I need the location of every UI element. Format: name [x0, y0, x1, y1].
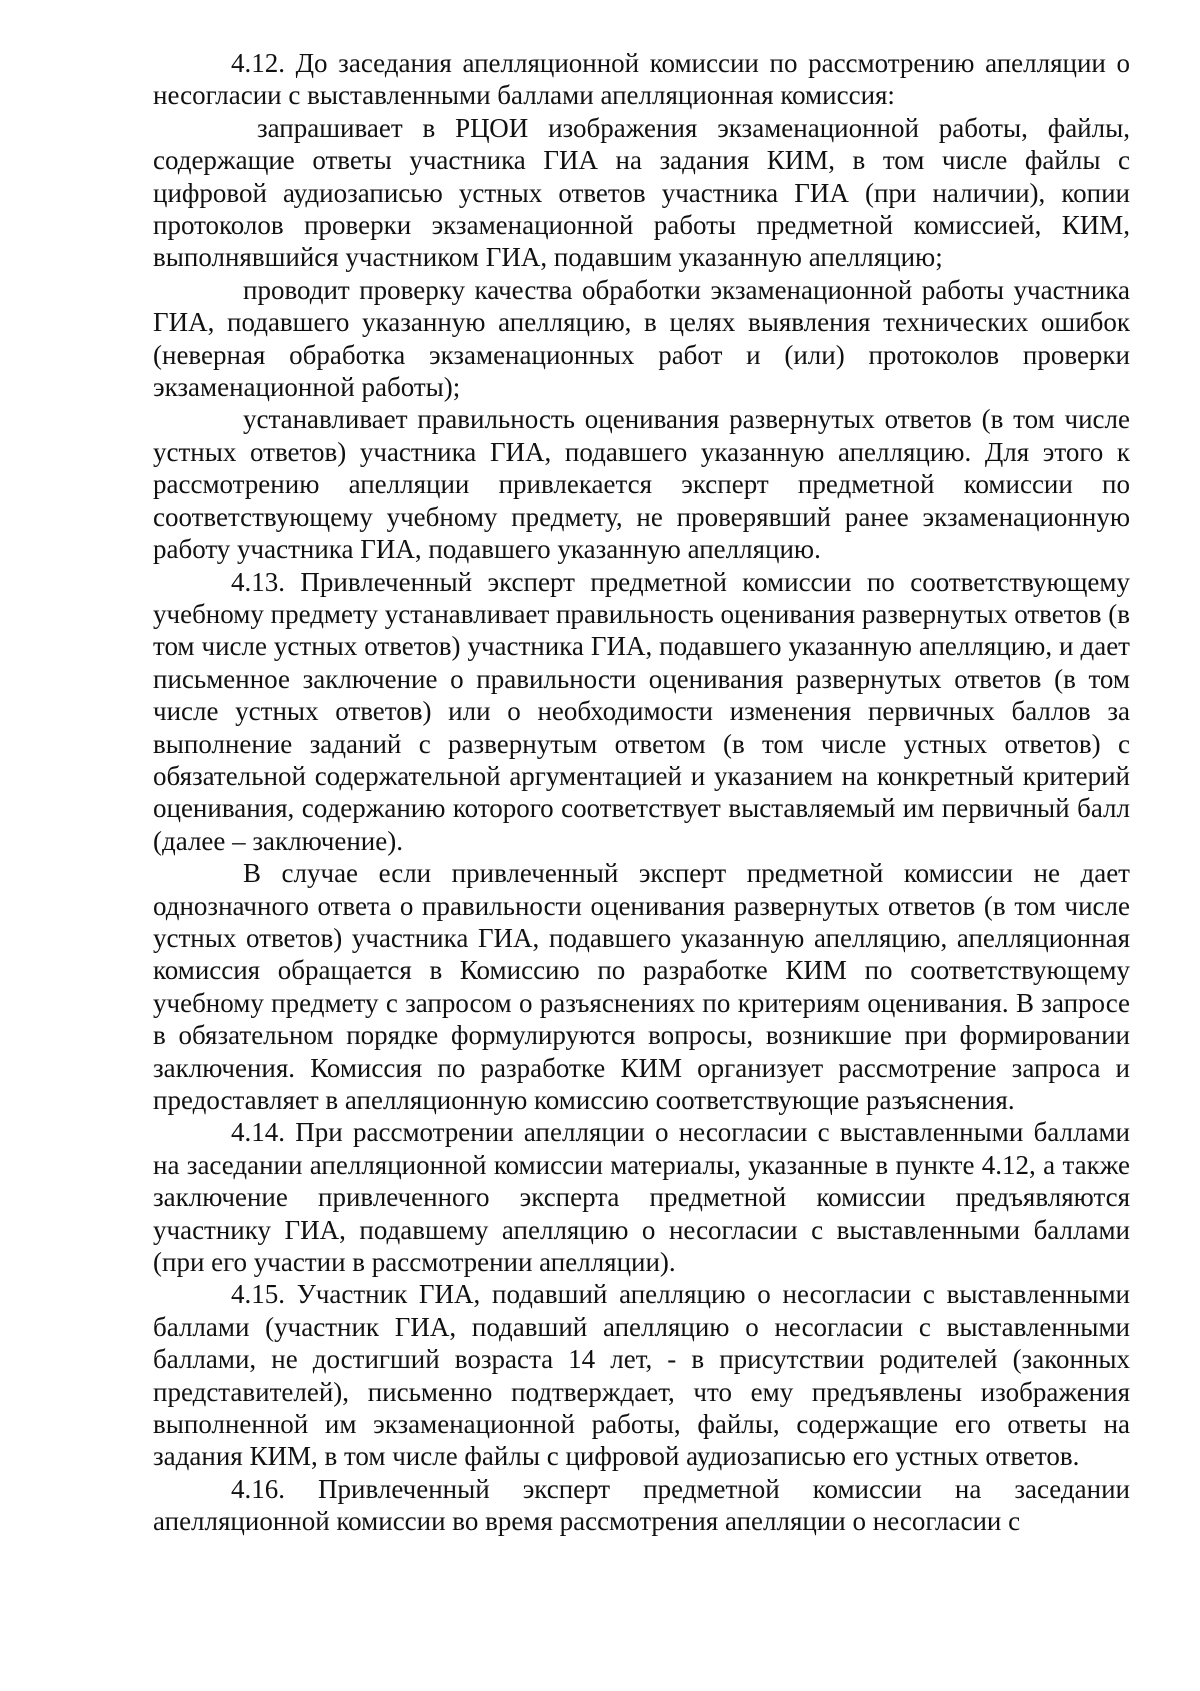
paragraph-expert-no-answer: В случае если привлеченный эксперт предметной комиссии не дает однозначного ответа о правильности оценивания развернутых ответов (в том числе устных ответов) участника ГИА, подавшего указанную апелляцию, апелляционная комиссия обращается в Комиссию по разработке КИМ по соответствующему учебному предмету с запросом о разъяснениях по критериям оценивания. В запросе в обязательном порядке формулируются вопросы, возникшие при формировании заключения. Комиссия по разработке КИМ организует рассмотрение запроса и предоставляет в апелляционную комиссию соответствующие разъяснения.: [153, 858, 1130, 1115]
document-body: [153, 47, 1130, 1538]
paragraph-4-12: 4.12. До заседания апелляционной комиссии по рассмотрению апелляции о несогласии с выставленными баллами апелляционная комиссия:: [153, 48, 1130, 111]
paragraph-4-14: 4.14. При рассмотрении апелляции о несогласии с выставленными баллами на заседании апелляционной комиссии материалы, указанные в пункте 4.12, а также заключение привлеченного эксперта предметной комиссии предъявляются участнику ГИА, подавшему апелляцию о несогласии с выставленными баллами (при его участии в рассмотрении апелляции).: [153, 1117, 1130, 1278]
paragraph-4-15: 4.15. Участник ГИА, подавший апелляцию о несогласии с выставленными баллами (участник ГИА, подавший апелляцию о несогласии с выставленными баллами, не достигший возраста 14 лет, - в присутствии родителей (законных представителей), письменно подтверждает, что ему предъявлены изображения выполненной им экзаменационной работы, файлы, содержащие его ответы на задания КИМ, в том числе файлы с цифровой аудиозаписью его устных ответов.: [153, 1279, 1130, 1472]
paragraph-4-13: 4.13. Привлеченный эксперт предметной комиссии по соответствующему учебному предмету устанавливает правильность оценивания развернутых ответов (в том числе устных ответов) участника ГИА, подавшего указанную апелляцию, и дает письменное заключение о правильности оценивания развернутых ответов (в том числе устных ответов) или о необходимости изменения первичных баллов за выполнение заданий с развернутым ответом (в том числе устных ответов) с обязательной содержательной аргументацией и указанием на конкретный критерий оценивания, содержанию которого соответствует выставляемый им первичный балл (далее – заключение).: [153, 566, 1130, 856]
paragraph-request-materials: запрашивает в РЦОИ изображения экзаменационной работы, файлы, содержащие ответы участника ГИА на задания КИМ, в том числе файлы с цифровой аудиозаписью устных ответов участника ГИА (при наличии), копии протоколов проверки экзаменационной работы предметной комиссией, КИМ, выполнявшийся участником ГИА, подавшим указанную апелляцию;: [153, 112, 1130, 273]
paragraph-4-16: 4.16. Привлеченный эксперт предметной комиссии на заседании апелляционной комиссии во время рассмотрения апелляции о несогласии с: [153, 1473, 1130, 1537]
paragraph-establish-correctness: устанавливает правильность оценивания развернутых ответов (в том числе устных ответов) участника ГИА, подавшего указанную апелляцию. Для этого к рассмотрению апелляции привлекается эксперт предметной комиссии по соответствующему учебному предмету, не проверявший ранее экзаменационную работу участника ГИА, подавшего указанную апелляцию.: [153, 404, 1130, 565]
paragraph-check-processing: проводит проверку качества обработки экзаменационной работы участника ГИА, подавшего указанную апелляцию, в целях выявления технических ошибок (неверная обработка экзаменационных работ и (или) протоколов проверки экзаменационной работы);: [153, 274, 1130, 403]
